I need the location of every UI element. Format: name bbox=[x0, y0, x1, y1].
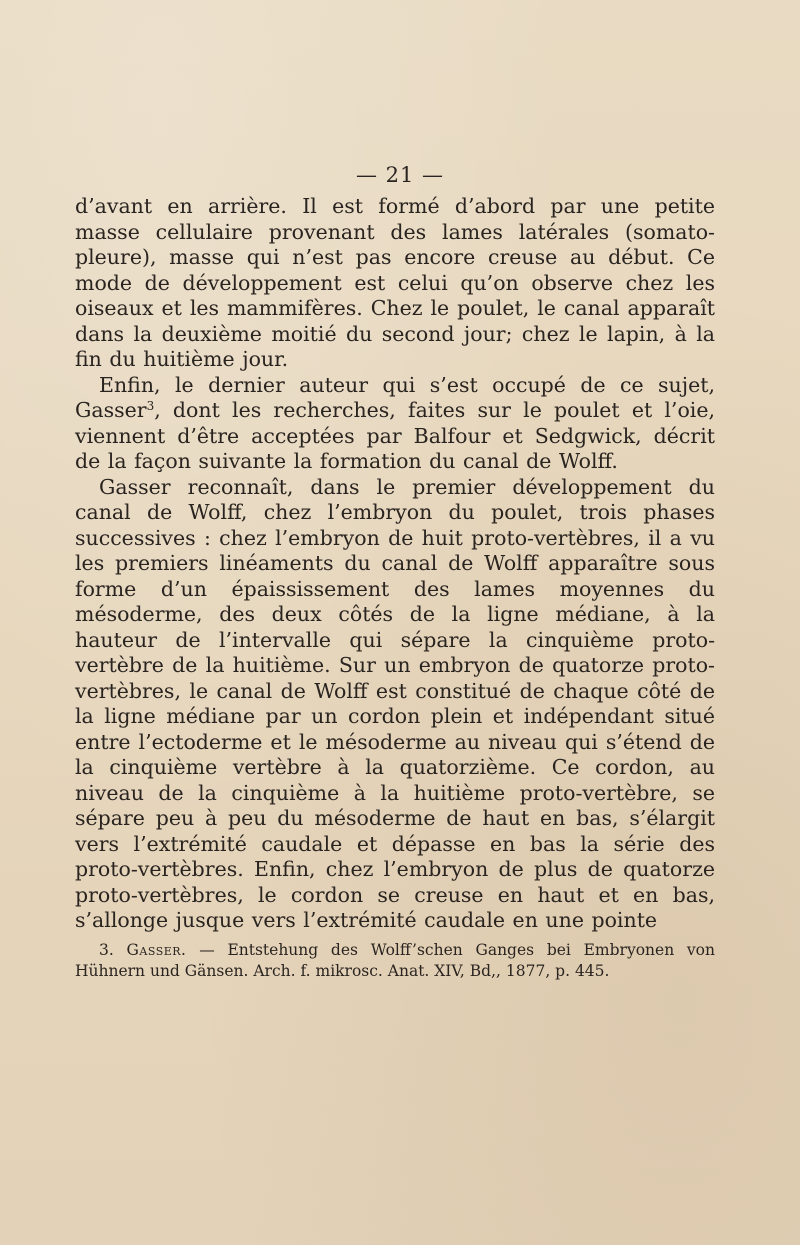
paragraph-2-text-before-ref: Enfin, le dernier auteur qui s’est occupé de ce sujet, Gasser bbox=[75, 372, 715, 422]
footnote-text: — Entstehung des Wolff’schen Ganges bei Embryonen von Hühnern und Gänsen. Arch. f. mikrosc. Anat. XIV, Bd,, 1877, p. 445. bbox=[75, 941, 715, 980]
footnote bbox=[75, 940, 715, 982]
paragraph-1: d’avant en arrière. Il est formé d’abord par une petite masse cellulaire provenant des lames latérales (somato-pleure), masse qui n’est pas encore creuse au début. Ce mode de développement est celui qu’on observe chez les oiseaux et les mammifères. Chez le poulet, le canal apparaît dans la deuxième moitié du second jour; chez le lapin, à la fin du huitième jour. bbox=[75, 194, 715, 371]
footnote-author: Gasser. bbox=[126, 941, 187, 959]
paragraph-3: Gasser reconnaît, dans le premier développement du canal de Wolff, chez l’embryon du poulet, trois phases successives : chez l’embryon de huit proto-vertèbres, il a vu les premiers linéaments du canal de Wolff apparaître sous forme d’un épaississement des lames moyennes du mésoderme, des deux côtés de la ligne médiane, à la hauteur de l’intervalle qui sépare la cinquième proto-vertèbre de la huitième. Sur un embryon de quatorze proto-vertèbres, le canal de Wolff est constitué de chaque côté de la ligne médiane par un cordon plein et indépendant situé entre l’ectoderme et le mésoderme au niveau qui s’étend de la cinquième vertèbre à la quatorzième. Ce cordon, au niveau de la cinquième à la huitième proto-vertèbre, se sépare peu à peu du mésoderme de haut en bas, s’élargit vers l’extrémité caudale et dépasse en bas la série des proto-vertèbres. Enfin, chez l’embryon de plus de quatorze proto-vertèbres, le cordon se creuse en haut et en bas, s’allonge jusque vers l’extrémité caudale en une pointe bbox=[75, 474, 715, 932]
paragraph-2 bbox=[75, 373, 715, 475]
body-text bbox=[75, 194, 715, 934]
page-number: — 21 — bbox=[355, 163, 445, 187]
paragraph-2-text-after-ref: , dont les recherches, faites sur le poulet et l’oie, viennent d’être acceptées par Balfour et Sedgwick, décrit de la façon suivante la formation du canal de Wolff. bbox=[75, 398, 715, 473]
footnote-reference: 3 bbox=[146, 399, 155, 413]
footnote-number: 3. bbox=[99, 941, 114, 959]
